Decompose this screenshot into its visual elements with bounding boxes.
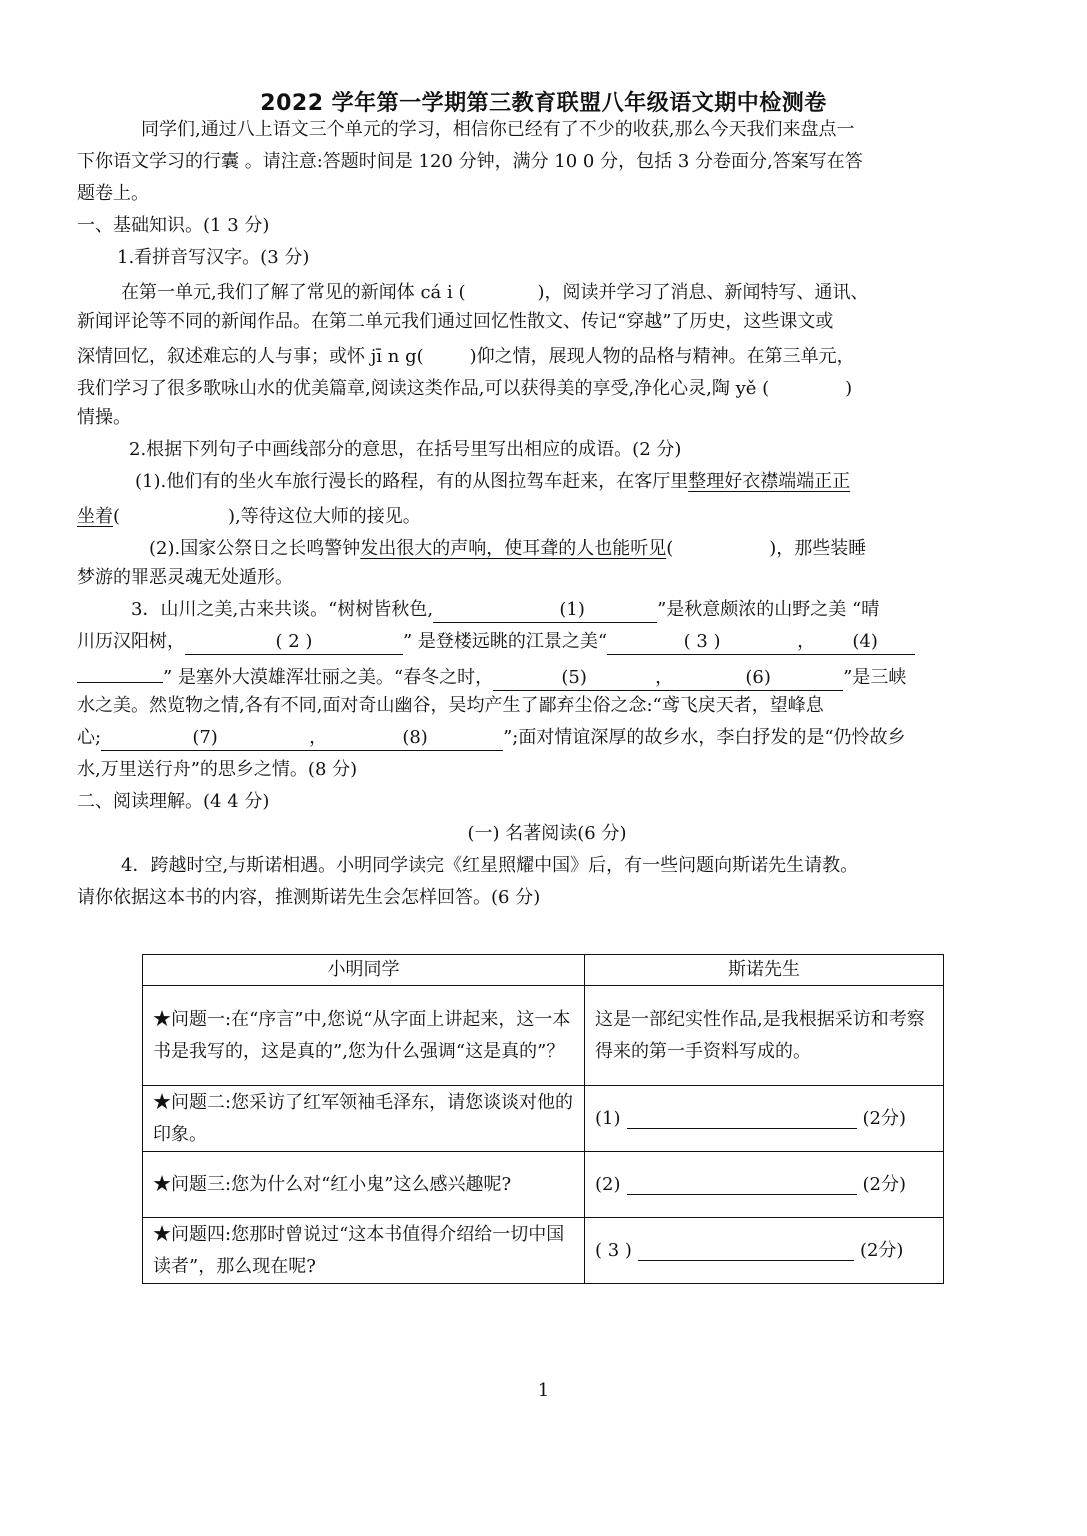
underlined-phrase: 整理好衣襟端端正正 [688,471,851,492]
page-number: 1 [537,1380,550,1401]
qa-table [142,954,944,1284]
q1-heading: 1.看拼音写汉字。(3 分) [117,247,310,268]
q3-text: 心; [77,727,102,748]
question-cell: ★问题二:您采访了红军领袖毛泽东，请您谈谈对他的印象。 [143,1086,585,1152]
answer-cell: 这是一部纪实性作品,是我根据采访和考察得来的第一手资料写成的。 [585,986,944,1086]
section1-heading: 一、基础知识。(1 3 分) [77,215,270,236]
q2-text: ),等待这位大师的接见。 [228,506,421,527]
underlined-phrase: 发出很大的声响，使耳聋的人也能听见 [360,538,667,559]
blank-comma: ， [655,666,673,691]
page-title: 2022 学年第一学期第三教育联盟八年级语文期中检测卷 [260,91,827,116]
section2-sub-heading: (一) 名著阅读(6 分) [467,823,627,844]
question-cell: ★问题一:在“序言”中,您说“从字面上讲起来，这一本书是我写的，这是真的”,您为什么强调“这是真的”？ [143,986,585,1086]
answer-label: ( 3 ) [595,1239,632,1261]
answer-blank[interactable] [424,338,470,362]
q4-line-1: 4．跨越时空,与斯诺相遇。小明同学读完《红星照耀中国》后，有一些问题向斯诺先生请教。 [121,855,859,876]
q1-text: 深情回忆，叙述难忘的人与事；或怀 jī n g( [77,346,424,367]
answer-label: (2) [595,1173,621,1195]
q2-text: )，那些装睡 [769,538,867,559]
blank-4-part1[interactable]: (4) [815,630,915,655]
q4-line-2: 请你依据这本书的内容，推测斯诺先生会怎样回答。(6 分) [77,887,541,908]
table-row [143,1086,944,1152]
table-row [143,986,944,1086]
q1-line-2: 新闻评论等不同的新闻作品。在第二单元我们通过回忆性散文、传记“穿越”了历史，这些课文或 [77,311,834,332]
answer-blank[interactable] [465,274,537,298]
q2-s2-line-2: 梦游的罪恶灵魂无处遁形。 [77,567,293,588]
intro-line-2: 下你语文学习的行囊 。请注意:答题时间是 120 分钟，满分 10 0 分，包括 3 分卷面分,答案写在答 [77,151,863,172]
answer-cell [585,1218,944,1284]
q1-text: )，阅读并学习了消息、新闻特写、通讯、 [537,282,869,303]
q3-line-2 [77,626,1017,658]
q2-text: (1).他们有的坐火车旅行漫长的路程，有的从图拉驾车赶来，在客厅里 [135,471,689,492]
question-cell: ★问题三:您为什么对“红小鬼”这么感兴趣呢? [143,1152,585,1218]
q2-heading: 2.根据下列句子中画线部分的意思，在括号里写出相应的成语。(2 分) [129,439,682,460]
blank-comma: ， [309,726,327,751]
blank-comma: ， [797,630,815,655]
q1-text: 在第一单元,我们了解了常见的新闻体 cá i ( [121,282,466,303]
answer-label: (1) [595,1107,621,1129]
q1-text: ) [845,378,853,399]
blank-3[interactable]: ( 3 ) [607,630,797,655]
q3-text: ” 是塞外大漠雄浑壮丽之美。“春冬之时， [163,667,494,688]
points-label: (2分) [859,1239,904,1261]
q2-s2-line-1 [77,530,1017,565]
points-label: (2分) [862,1173,906,1195]
answer-line[interactable] [627,1108,857,1129]
blank-1[interactable]: (1) [433,598,657,623]
intro-line-1: 同学们,通过八上语文三个单元的学习，相信你已经有了不少的收获,那么今天我们来盘点一 [141,119,855,140]
answer-line[interactable] [627,1174,857,1195]
q3-line-3 [77,658,1017,694]
underlined-phrase: 坐着 [77,506,113,527]
q3-text: ” 是登楼远眺的江景之美“ [403,631,608,652]
question-cell: ★问题四:您那时曾说过“这本书值得介绍给一切中国读者”，那么现在呢? [143,1218,585,1284]
q2-text: (2).国家公祭日之长鸣警钟 [149,538,361,559]
blank-5[interactable]: (5) [493,666,655,691]
q1-line-4 [77,370,1017,405]
q3-text: 3．山川之美,古来共谈。“树树皆秋色, [131,599,434,620]
blank-7[interactable]: (7) [101,726,309,751]
q1-text: )仰之情，展现人物的品格与精神。在第三单元， [469,346,855,367]
points-label: (2分) [862,1107,906,1129]
answer-blank[interactable] [120,498,228,522]
q3-line-5 [77,722,1017,754]
answer-cell [585,1086,944,1152]
section2-heading: 二、阅读理解。(4 4 分) [77,791,270,812]
q3-line-4: 水之美。然览物之情,各有不同,面对奇山幽谷，吴均产生了鄙弃尘俗之念:“鸢飞戾天者，望峰息 [77,695,824,716]
intro-line-3: 题卷上。 [77,183,149,204]
blank-8[interactable]: (8) [327,726,503,751]
q2-s1-line-2 [77,498,1017,533]
table-header: 斯诺先生 [585,955,944,986]
answer-cell [585,1152,944,1218]
q3-text: ”是秋意颇浓的山野之美 “晴 [657,599,880,620]
q2-text: ( [666,538,674,559]
table-row [143,1218,944,1284]
table-header: 小明同学 [143,955,585,986]
q3-text: ”是三峡 [843,667,907,688]
q1-text: 我们学习了很多歌咏山水的优美篇章,阅读这类作品,可以获得美的享受,净化心灵,陶 yě ( [77,378,770,399]
blank-4-part2[interactable] [77,658,163,683]
q3-line-6: 水,万里送行舟”的思乡之情。(8 分) [77,759,358,780]
answer-blank[interactable] [769,370,845,394]
q2-text: ( [113,506,121,527]
blank-2[interactable]: ( 2 ) [185,630,403,655]
table-row [143,1152,944,1218]
q1-line-5: 情操。 [77,407,131,428]
blank-6[interactable]: (6) [673,666,843,691]
table-header-row [143,955,944,986]
q1-line-3 [77,338,1017,373]
q3-line-1 [77,594,1017,626]
q3-text: 川历汉阳树， [77,631,185,652]
answer-blank[interactable] [673,530,769,554]
q1-line-1 [77,274,1017,309]
q2-s1-line-1 [77,466,1017,498]
answer-line[interactable] [638,1240,854,1261]
q3-text: ”;面对情谊深厚的故乡水，李白抒发的是“仍怜故乡 [503,727,906,748]
